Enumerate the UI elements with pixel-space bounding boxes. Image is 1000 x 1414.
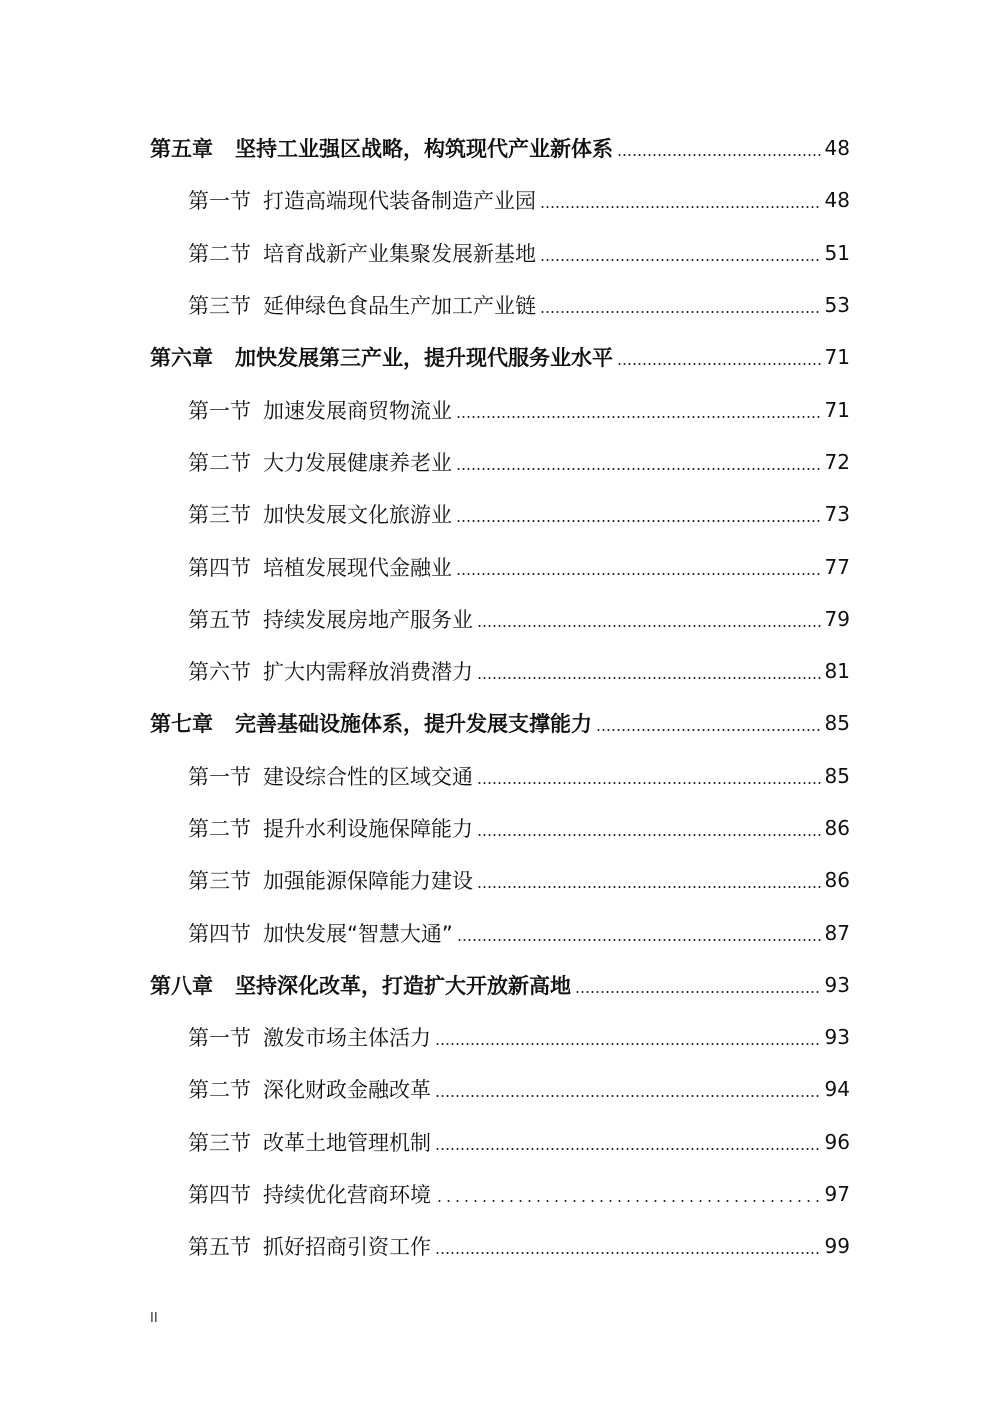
toc-page-number: 87 — [824, 920, 850, 945]
dot-leader — [477, 886, 821, 888]
dot-leader — [540, 311, 821, 313]
toc-section-entry[interactable] — [150, 174, 850, 226]
toc-section-entry[interactable] — [150, 1116, 850, 1168]
dot-leader — [457, 939, 821, 941]
toc-section-entry[interactable] — [150, 436, 850, 488]
toc-chapter-entry[interactable] — [150, 697, 850, 749]
toc-entry-title: 抓好招商引资工作 — [263, 1235, 431, 1260]
toc-entry-title: 延伸绿色食品生产加工产业链 — [263, 294, 536, 319]
page-folio: II — [150, 1311, 158, 1326]
toc-section-entry[interactable] — [150, 906, 850, 958]
table-of-contents — [150, 122, 850, 1273]
toc-entry-number: 第八章 — [150, 972, 213, 998]
toc-entry-number: 第一节 — [188, 398, 251, 423]
toc-entry-number: 第二节 — [188, 817, 251, 841]
toc-section-entry[interactable] — [150, 1220, 850, 1272]
dot-leader — [435, 1252, 821, 1254]
toc-entry-number: 第七章 — [150, 711, 213, 737]
toc-page-number: 99 — [824, 1234, 850, 1259]
toc-section-entry[interactable] — [150, 540, 850, 592]
toc-entry-title: 激发市场主体活力 — [263, 1026, 431, 1051]
toc-page-number: 77 — [824, 554, 850, 579]
toc-entry-title: 大力发展健康养老业 — [263, 450, 452, 475]
toc-chapter-entry[interactable] — [150, 331, 850, 383]
toc-entry-title: 坚持深化改革，打造扩大开放新高地 — [235, 972, 571, 998]
toc-page-number: 86 — [824, 816, 850, 840]
toc-page-number: 93 — [824, 1025, 850, 1050]
toc-entry-title: 打造高端现代装备制造产业园 — [263, 189, 536, 214]
toc-entry-title: 加快发展文化旅游业 — [263, 503, 452, 528]
toc-entry-title: 坚持工业强区战略，构筑现代产业新体系 — [235, 136, 613, 162]
toc-entry-number: 第五节 — [188, 1235, 251, 1260]
toc-page-number: 86 — [824, 868, 850, 893]
toc-entry-number: 第二节 — [188, 450, 251, 475]
toc-page-number: 94 — [824, 1077, 850, 1102]
toc-page-number: 96 — [824, 1129, 850, 1154]
toc-section-entry[interactable] — [150, 802, 850, 854]
dot-leader — [456, 573, 821, 575]
dot-leader — [617, 154, 821, 156]
toc-section-entry[interactable] — [150, 750, 850, 802]
toc-section-entry[interactable] — [150, 1168, 850, 1220]
dot-leader — [477, 625, 821, 627]
toc-entry-number: 第四节 — [188, 921, 251, 946]
toc-page-number: 72 — [824, 449, 850, 474]
toc-entry-number: 第三节 — [188, 503, 251, 528]
toc-section-entry[interactable] — [150, 593, 850, 645]
toc-section-entry[interactable] — [150, 488, 850, 540]
toc-page-number: 81 — [824, 659, 850, 684]
toc-section-entry[interactable] — [150, 645, 850, 697]
toc-section-entry[interactable] — [150, 279, 850, 331]
toc-entry-number: 第一节 — [188, 189, 251, 214]
toc-entry-number: 第四节 — [188, 555, 251, 580]
toc-entry-title: 加强能源保障能力建设 — [263, 869, 473, 894]
toc-page-number: 97 — [824, 1182, 850, 1207]
toc-page-number: 53 — [824, 293, 850, 318]
dot-leader — [477, 782, 821, 784]
toc-entry-number: 第一节 — [188, 764, 251, 789]
toc-entry-title: 培育战新产业集聚发展新基地 — [263, 241, 536, 266]
dot-leader — [617, 363, 821, 365]
toc-page-number: 51 — [824, 240, 850, 265]
dot-leader — [456, 468, 821, 470]
toc-entry-number: 第三节 — [188, 1130, 251, 1155]
toc-section-entry[interactable] — [150, 1011, 850, 1063]
toc-entry-title: 建设综合性的区域交通 — [263, 764, 473, 789]
toc-section-entry[interactable] — [150, 383, 850, 435]
toc-entry-title: 持续优化营商环境 — [263, 1183, 431, 1208]
toc-entry-number: 第五章 — [150, 136, 213, 162]
dot-leader — [435, 1043, 821, 1045]
dot-leader — [456, 520, 821, 522]
toc-page-number: 71 — [824, 345, 850, 370]
toc-entry-title: 加快发展第三产业，提升现代服务业水平 — [235, 345, 613, 371]
toc-entry-number: 第五节 — [188, 607, 251, 632]
toc-entry-number: 第二节 — [188, 241, 251, 266]
toc-entry-number: 第一节 — [188, 1026, 251, 1051]
toc-entry-title: 完善基础设施体系，提升发展支撑能力 — [235, 711, 592, 737]
toc-entry-title: 加速发展商贸物流业 — [263, 398, 452, 423]
dot-leader — [540, 206, 821, 208]
toc-section-entry[interactable] — [150, 854, 850, 906]
toc-chapter-entry[interactable] — [150, 122, 850, 174]
toc-entry-number: 第六章 — [150, 345, 213, 371]
dot-leader — [435, 1095, 821, 1097]
toc-entry-title: 持续发展房地产服务业 — [263, 607, 473, 632]
toc-page-number: 93 — [824, 972, 850, 997]
toc-entry-number: 第六节 — [188, 660, 251, 685]
dot-leader — [477, 834, 821, 836]
toc-entry-title: 扩大内需释放消费潜力 — [263, 660, 473, 685]
toc-page-number: 85 — [824, 763, 850, 788]
toc-page-number: 48 — [824, 188, 850, 213]
toc-section-entry[interactable] — [150, 227, 850, 279]
dot-leader — [435, 1200, 821, 1202]
toc-page-number: 71 — [824, 397, 850, 422]
toc-page-number: 85 — [824, 711, 850, 736]
dot-leader — [596, 729, 821, 731]
dot-leader — [435, 1148, 821, 1150]
toc-entry-title: 加快发展“智慧大通” — [263, 921, 453, 946]
toc-section-entry[interactable] — [150, 1063, 850, 1115]
toc-entry-number: 第三节 — [188, 294, 251, 319]
toc-page-number: 79 — [824, 606, 850, 631]
toc-chapter-entry[interactable] — [150, 959, 850, 1011]
toc-entry-title: 提升水利设施保障能力 — [263, 817, 473, 841]
toc-entry-number: 第四节 — [188, 1183, 251, 1208]
dot-leader — [575, 991, 821, 993]
toc-page-number: 73 — [824, 502, 850, 527]
toc-entry-title: 培植发展现代金融业 — [263, 555, 452, 580]
dot-leader — [540, 259, 821, 261]
dot-leader — [477, 677, 821, 679]
toc-entry-title: 深化财政金融改革 — [263, 1078, 431, 1103]
toc-entry-title: 改革土地管理机制 — [263, 1130, 431, 1155]
toc-entry-number: 第二节 — [188, 1078, 251, 1103]
toc-entry-number: 第三节 — [188, 869, 251, 894]
dot-leader — [456, 416, 821, 418]
toc-page-number: 48 — [824, 136, 850, 161]
